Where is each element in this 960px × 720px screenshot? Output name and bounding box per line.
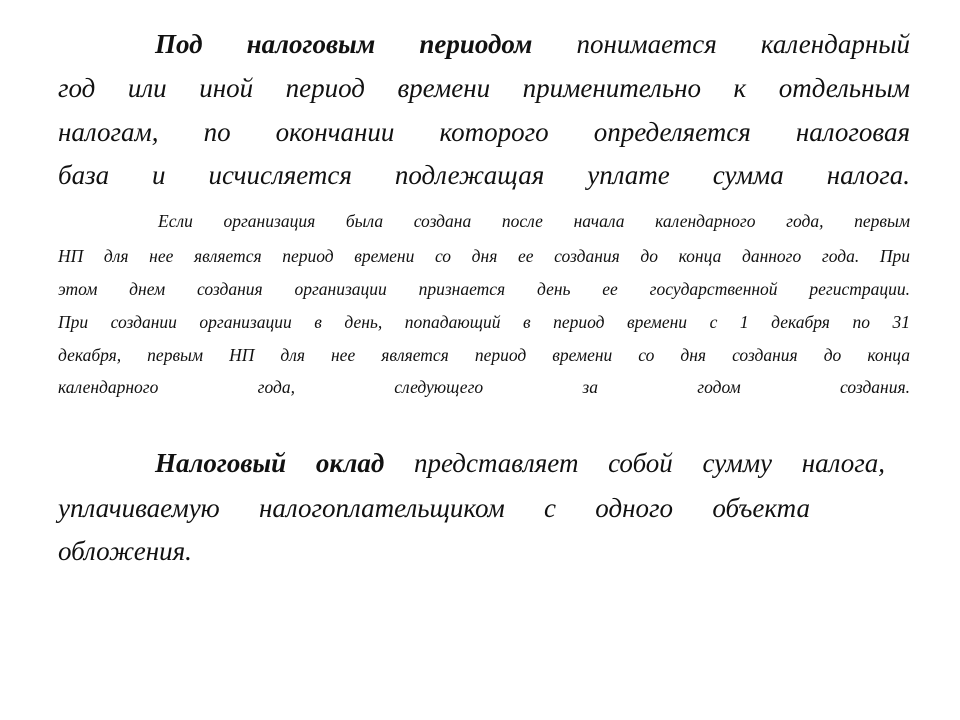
tax-salary-line-2: уплачиваемую налогоплательщиком с одного объекта	[58, 493, 810, 523]
tax-period-line-2: год или иной период времени применительно к отдельным	[58, 73, 910, 103]
tax-salary-line-3: обложения.	[58, 536, 192, 566]
tax-period-line-1	[155, 28, 910, 60]
org-creation-line-2: НП для нее является период времени со дня ее создания до конца данного года. При	[58, 246, 910, 266]
tax-salary-term: Налоговый оклад	[155, 448, 385, 478]
tax-period-line-4: база и исчисляется подлежащая уплате сумма налога.	[58, 160, 910, 190]
tax-salary-line-1	[155, 447, 885, 479]
text: представляет собой сумму налога,	[413, 448, 885, 478]
org-creation-line-6: календарного года, следующего за годом создания.	[58, 377, 910, 397]
org-creation-line-4: При создании организации в день, попадающий в период времени с 1 декабря по 31	[58, 312, 910, 332]
org-creation-line-3: этом днем создания организации признается день ее государственной регистрации.	[58, 279, 910, 299]
text: понимается календарный	[576, 29, 911, 59]
org-creation-line-1: Если организация была создана после начала календарного года, первым	[158, 211, 910, 231]
tax-period-line-3: налогам, по окончании которого определяется налоговая	[58, 117, 910, 147]
org-creation-line-5: декабря, первым НП для нее является период времени со дня создания до конца	[58, 345, 910, 365]
tax-period-term: Под налоговым периодом	[155, 29, 533, 59]
